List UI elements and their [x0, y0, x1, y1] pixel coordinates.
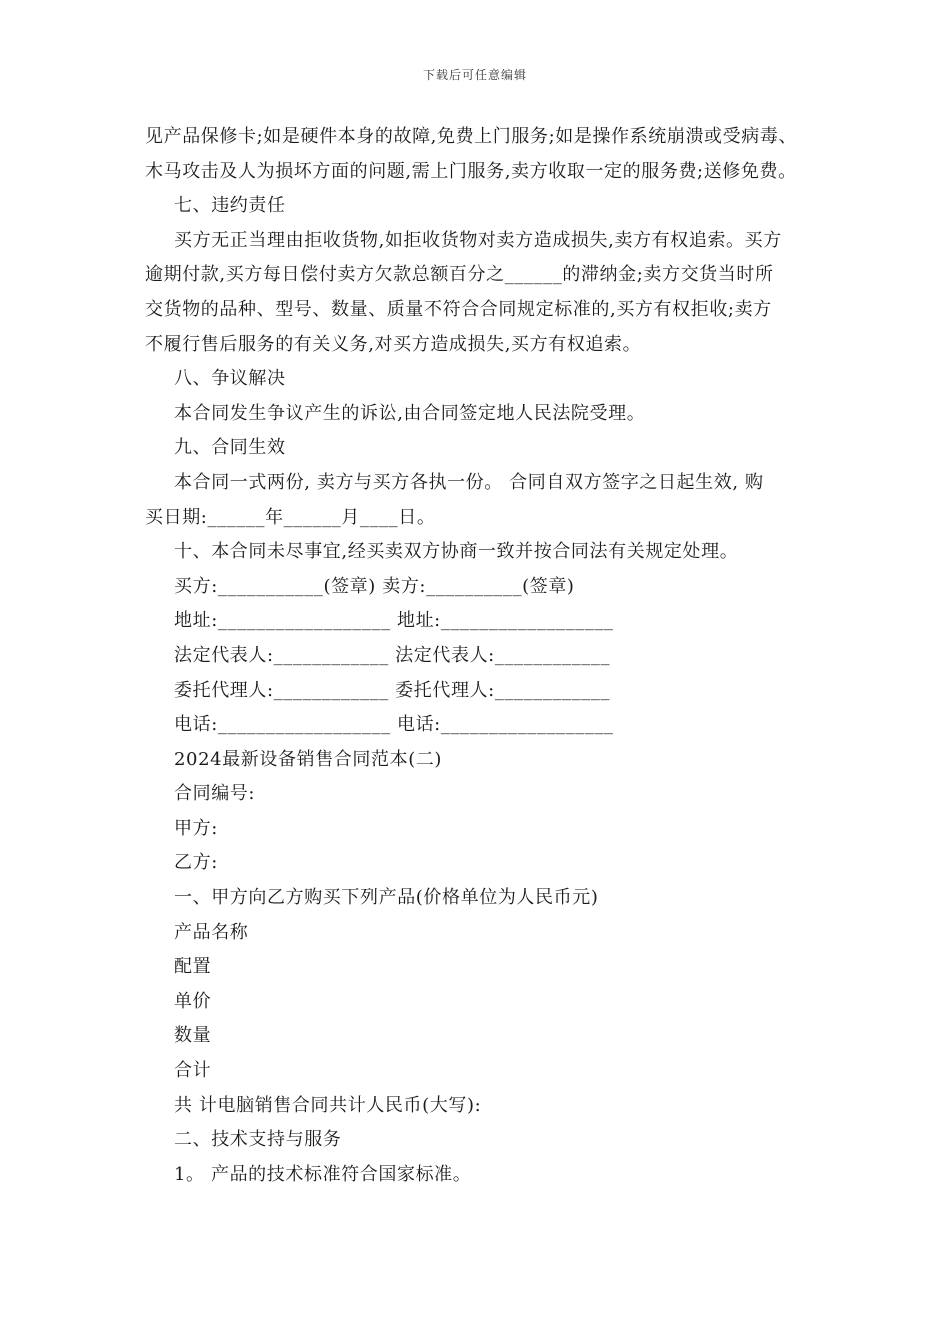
field-quantity: 数量 [174, 1025, 212, 1047]
field-product-name: 产品名称 [174, 921, 249, 943]
text-line: 交货物的品种、型号、数量、质量不符合合同规定标准的,买方有权拒收;卖方 [145, 298, 772, 320]
purchase-date-line: 买日期:______年______月____日。 [145, 506, 436, 528]
total-amount-line: 共 计电脑销售合同共计人民币(大写): [174, 1094, 482, 1116]
field-configuration: 配置 [174, 956, 212, 978]
text-line: 本合同一式两份, 卖方与买方各执一份。 合同自双方签字之日起生效, 购 [174, 471, 764, 493]
field-unit-price: 单价 [174, 990, 212, 1012]
document-body [145, 120, 825, 1192]
text-line: 逾期付款,买方每日偿付卖方欠款总额百分之______的滞纳金;卖方交货当时所 [145, 264, 774, 286]
signature-line-agent: 委托代理人:____________ 委托代理人:____________ [174, 679, 611, 701]
section-heading-breach: 七、违约责任 [174, 195, 286, 217]
text-line: 不履行售后服务的有关义务,对买方造成损失,买方有权追索。 [145, 333, 642, 355]
field-total: 合计 [174, 1060, 212, 1082]
text-line: 1。 产品的技术标准符合国家标准。 [174, 1163, 472, 1185]
signature-line-address: 地址:__________________ 地址:__________________ [174, 610, 614, 632]
party-a-label: 甲方: [174, 817, 218, 839]
section-heading-effect: 九、合同生效 [174, 437, 286, 459]
signature-line-parties: 买方:___________(签章) 卖方:__________(签章) [174, 575, 575, 597]
text-line: 木马攻击及人为损坏方面的问题,需上门服务,卖方收取一定的服务费;送修免费。 [145, 160, 797, 182]
section-heading-support: 二、技术支持与服务 [174, 1129, 342, 1151]
party-b-label: 乙方: [174, 852, 218, 874]
section-heading-misc: 十、本合同未尽事宜,经买卖双方协商一致并按合同法有关规定处理。 [174, 541, 739, 563]
text-line: 见产品保修卡;如是硬件本身的故障,免费上门服务;如是操作系统崩溃或受病毒、 [145, 126, 798, 147]
text-line: 本合同发生争议产生的诉讼,由合同签定地人民法院受理。 [174, 402, 646, 424]
page-header: 下载后可任意编辑 [422, 68, 527, 82]
section-heading-dispute: 八、争议解决 [174, 368, 286, 390]
signature-line-phone: 电话:__________________ 电话:__________________ [174, 714, 614, 736]
contract-title: 2024最新设备销售合同范本(二) [174, 748, 443, 770]
text-line: 买方无正当理由拒收货物,如拒收货物对卖方造成损失,卖方有权追索。买方 [174, 229, 782, 251]
signature-line-legal-rep: 法定代表人:____________ 法定代表人:____________ [174, 644, 611, 666]
contract-number-label: 合同编号: [174, 783, 256, 805]
section-heading-products: 一、甲方向乙方购买下列产品(价格单位为人民币元) [174, 887, 599, 909]
